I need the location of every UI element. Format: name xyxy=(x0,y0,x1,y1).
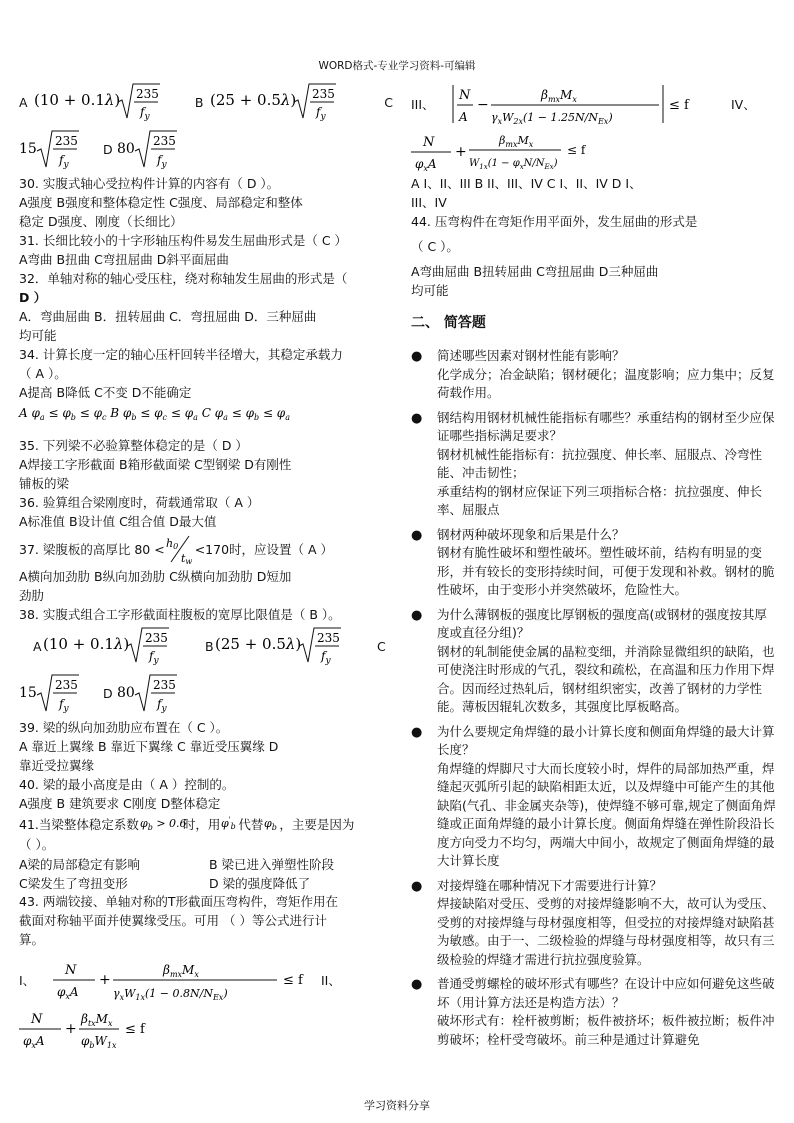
qa-answer: 钢材有脆性破坏和塑性破坏。塑性破坏前，结构有明显的变形，并有较长的变形持续时间，可便于发现和补救。钢材的脆性破坏，由于变形小并突然破坏，危险性大。 xyxy=(437,545,775,597)
bullet-icon: ● xyxy=(411,977,423,992)
right-column xyxy=(411,80,777,1049)
question-39: 39. 梁的纵向加劲肋应布置在（ C ）。 xyxy=(19,720,229,735)
svg-text:h0: h0 xyxy=(165,537,178,551)
q41-options-row1: A梁的局部稳定有影响 B 梁已进入弹塑性阶段 xyxy=(19,856,335,872)
question-41: 41.当梁整体稳定系数 $\varphi_b > 0.6$ 时，用 $\varphi'_b$ 代替 $\varphi_b$ ，主要是因为 xyxy=(19,816,355,832)
option-label: A xyxy=(19,94,28,110)
qa-question: 钢结构用钢材机械性能指标有哪些？承重结构的钢材至少应保证哪些指标满足要求？ xyxy=(437,409,775,443)
svg-text:φb > 0.6: $\varphi_b > 0.6$ xyxy=(139,817,187,832)
svg-text:tw: tw xyxy=(180,552,192,566)
q41-answer: （ ）。 xyxy=(19,837,55,852)
svg-text:φb: $\varphi_b$ xyxy=(264,817,278,832)
page-footer: 学习资料分享 xyxy=(364,1099,430,1112)
formula-b-2 xyxy=(213,624,343,668)
svg-text:βmxMx: $\beta_{mx}M_x$ xyxy=(499,134,534,149)
formula-row-ab-2 xyxy=(19,624,393,668)
svg-text:235: 235 xyxy=(153,678,176,692)
svg-text:235: 235 xyxy=(312,87,336,101)
svg-text:(10 + 0.1λ): (10 + 0.1λ) xyxy=(34,91,121,109)
bullet-icon: ● xyxy=(411,724,423,740)
q32-answer: D ） xyxy=(19,290,47,305)
qa-question: 为什么要规定角焊缝的最小计算长度和侧面角焊缝的最大计算长度？ xyxy=(437,723,775,757)
svg-text:(25 + 0.5λ): (25 + 0.5λ) xyxy=(215,635,302,653)
qa-item xyxy=(411,877,777,970)
q36-options: A标准值 B设计值 C组合值 D最大值 xyxy=(19,514,217,529)
question-32: 32．单轴对称的轴心受压柱，绕对称轴发生屈曲的形式是（ xyxy=(19,271,348,286)
question-37: 37. 梁腹板的高厚比 80 < h0 tw <170时，应设置（ A ） xyxy=(19,531,393,567)
svg-text:N: N xyxy=(31,1012,43,1027)
formula-i-row: I、 N $\varphi_xA$ + $\beta_{mx}M_x$ $\gamma_xW_{1x}(1 - 0.8N/N_{Ex})$ ≤ f II、 xyxy=(19,955,393,1005)
question-40: 40. 梁的最小高度是由（ A ）控制的。 xyxy=(19,777,235,792)
q43-options: A I、II、III B II、III、IV C I、II、IV D I、 xyxy=(411,176,642,191)
qa-answer: 焊接缺陷对受压、受剪的对接焊缝影响不大，故可认为受压、受剪的对接焊缝与母材强度相等，但受拉的对接焊缝对缺陷甚为敏感。由于一、二级检验的焊缝与母材强度相等，故只有三级检验的焊缝才需进行抗拉强度验算。 xyxy=(437,896,775,967)
svg-text:+: + xyxy=(99,972,111,988)
bullet-icon: ● xyxy=(411,527,423,543)
q32-options-cont: 均可能 xyxy=(19,328,57,343)
question-43-cont2: 算。 xyxy=(19,932,45,947)
hw-ratio-formula xyxy=(165,532,195,566)
svg-text:βtxMx: $\beta_{tx}M_x$ xyxy=(81,1012,113,1028)
q44-options: A弯曲屈曲 B扭转屈曲 C弯扭屈曲 D三种屈曲 xyxy=(411,264,659,279)
option-label: A xyxy=(33,638,42,654)
bullet-icon: ● xyxy=(411,410,423,426)
svg-text:−: − xyxy=(477,97,489,113)
formula-a-2 xyxy=(41,624,171,668)
svg-text:235: 235 xyxy=(136,87,160,101)
svg-text:fy: $f_y$ xyxy=(140,105,150,122)
formula-b xyxy=(208,80,338,124)
svg-text:≤ f: ≤ f xyxy=(125,1022,145,1037)
q39-options-cont: 靠近受拉翼缘 xyxy=(19,758,95,773)
phi-b-prime xyxy=(220,814,238,834)
q44-options-cont: 均可能 xyxy=(411,283,449,298)
stability-formula-row xyxy=(19,402,393,424)
svg-text:fy: $f_y$ xyxy=(321,649,331,666)
q30-options-cont: 稳定 D强度、刚度（长细比） xyxy=(19,214,183,229)
question-38: 38. 实腹式组合工字形截面柱腹板的宽厚比限值是（ B ）。 xyxy=(19,607,341,622)
qa-item xyxy=(411,606,777,717)
svg-text:fy: $f_y$ xyxy=(157,153,167,170)
q30-options: A强度 B强度和整体稳定性 C强度、局部稳定和整体 xyxy=(19,195,303,210)
svg-text:βmxMx: $\beta_{mx}M_x$ xyxy=(163,963,199,979)
svg-text:fy: $f_y$ xyxy=(59,153,69,170)
question-30: 30. 实腹式轴心受拉构件计算的内容有（ D ）。 xyxy=(19,176,280,191)
bullet-icon: ● xyxy=(411,878,423,894)
q34-options: A提高 B降低 C不变 D不能确定 xyxy=(19,385,192,400)
formula-a xyxy=(32,80,162,124)
svg-text:≤ f: ≤ f xyxy=(669,98,689,113)
qa-answer: 角焊缝的焊脚尺寸大而长度较小时，焊件的局部加热严重，焊缝起灭弧所引起的缺陷相距太近，以及焊缝中可能产生的其他缺陷(气孔、非金属夹杂等)，使焊缝不够可靠,规定了侧面角焊缝或正面角焊缝的最小计算长度。侧面角焊缝在弹性阶段沿长度方向受力不均匀，两端大中间小，故规定了侧面角焊缝的最大计算长度 xyxy=(437,760,776,868)
option-label: B xyxy=(205,638,214,654)
q39-options: A 靠近上翼缘 B 靠近下翼缘 C 靠近受压翼缘 D xyxy=(19,739,279,754)
svg-text:γxW2x(1 − 1.25N/NEx): $\gamma_xW_{2x}(1 - 1.25N/N_{Ex})$ xyxy=(491,111,613,126)
qa-answer: 钢材的轧制能使金属的晶粒变细，并消除显微组织的缺陷，也可使浇注时形成的气孔，裂纹和疏松，在高温和压力作用下焊合。因而经过热轧后，钢材组织密实，改善了钢材的力学性能。薄板因辊轧次数多，其强度比厚板略高。 xyxy=(437,643,775,714)
svg-text:fy: $f_y$ xyxy=(149,649,159,666)
bullet-icon: ● xyxy=(411,607,423,623)
svg-text:(25 + 0.5λ): (25 + 0.5λ) xyxy=(210,91,297,109)
q44-answer: （ C ）。 xyxy=(411,239,459,254)
formula-d xyxy=(117,125,183,173)
left-column xyxy=(19,80,393,1053)
svg-text:N: N xyxy=(423,135,435,150)
formula-ii xyxy=(19,1005,159,1053)
option-label: D xyxy=(103,141,113,157)
q35-options-cont: 铺板的梁 xyxy=(19,476,70,491)
svg-text:φxA: $\varphi_xA$ xyxy=(23,1034,45,1050)
svg-text:A φa ≤ φb ≤ φc B φb ≤ φc ≤ φa: A $\varphi_a \le \varphi_b \le \varphi_c$ B $\varphi_b \le \varphi_c \le \varphi_a$ C $\varphi_a \le \varphi_b \le \varphi_a$ xyxy=(19,406,290,422)
q37-options: A横向加劲肋 B纵向加劲肋 C纵横向加劲肋 D短加 xyxy=(19,569,292,584)
bullet-icon: ● xyxy=(411,349,423,364)
formula-iii-row: III、 N A − $\beta_{mx}M_x$ $\gamma_xW_{2x}(1 - 1.25N/N_{Ex})$ ≤ f IV、 xyxy=(411,80,777,128)
question-43: 43. 两端铰接、单轴对称的T形截面压弯构件，弯矩作用在 xyxy=(19,894,338,909)
svg-text:γxW1x(1 − 0.8N/NEx): $\gamma_xW_{1x}(1 - 0.8N/N_{Ex})$ xyxy=(113,987,228,1002)
qa-answer-cont: 承重结构的钢材应保证下列三项指标合格：抗拉强度、伸长率、屈服点 xyxy=(437,483,763,517)
svg-text:N: N xyxy=(459,88,471,103)
option-label: C xyxy=(384,94,393,110)
svg-text:fy: $f_y$ xyxy=(157,697,167,714)
svg-text:235: 235 xyxy=(55,678,78,692)
qa-item xyxy=(411,975,777,1049)
q43-options-cont: III、IV xyxy=(411,195,447,210)
formula-iv xyxy=(411,128,591,174)
qa-answer: 破坏形式有：栓杆被剪断；板件被挤坏；板件被拉断；板件冲剪破坏；栓杆受弯破坏。前三种是通过计算避免 xyxy=(437,1013,775,1047)
svg-text:φ'b: $\varphi'_b$ xyxy=(221,816,237,831)
svg-text:≤ f: ≤ f xyxy=(283,973,303,988)
svg-text:N: N xyxy=(65,963,77,978)
svg-text:φxA: $\varphi_xA$ xyxy=(57,985,79,1001)
q34-answer: （ A ）。 xyxy=(19,366,67,381)
svg-text:fy: $f_y$ xyxy=(59,697,69,714)
question-36: 36. 验算组合梁刚度时，荷载通常取（ A ） xyxy=(19,495,260,510)
svg-text:(10 + 0.1λ): (10 + 0.1λ) xyxy=(43,635,130,653)
qa-question: 普通受剪螺栓的破坏形式有哪些？在设计中应如何避免这些破坏（用计算方法还是构造方法）？ xyxy=(437,976,775,1010)
formula-row-cd xyxy=(19,124,393,174)
formula-d-2 xyxy=(117,669,183,717)
formula-row-cd-2 xyxy=(19,668,393,718)
svg-text:235: 235 xyxy=(145,631,168,645)
question-35: 35. 下列梁不必验算整体稳定的是（ D ） xyxy=(19,438,248,453)
svg-text:+: + xyxy=(65,1021,77,1037)
svg-text:80: 80 xyxy=(117,685,135,701)
option-label: C xyxy=(377,638,386,654)
svg-text:φxA: $\varphi_xA$ xyxy=(415,157,437,173)
q32-options: A．弯曲屈曲 B．扭转屈曲 C．弯扭屈曲 D．三种屈曲 xyxy=(19,309,317,324)
q40-options: A强度 B 建筑要求 C刚度 D整体稳定 xyxy=(19,796,221,811)
phi-b xyxy=(263,814,279,834)
question-43-cont: 截面对称轴平面并使翼缘受压。可用 （ ）等公式进行计 xyxy=(19,913,327,928)
svg-text:φbW1x: $\varphi_bW_{1x}$ xyxy=(81,1034,117,1050)
qa-question: 简述哪些因素对钢材性能有影响？ xyxy=(437,348,625,363)
section-title: 二、 简答题 xyxy=(411,315,486,331)
svg-text:W1x(1 − φxN/NEx): $W_{1x}(1 - \varphi_xN/N_{Ex})$ xyxy=(469,158,558,171)
q35-options: A焊接工字形截面 B箱形截面梁 C型钢梁 D有刚性 xyxy=(19,457,292,472)
q31-options: A弯曲 B扭曲 C弯扭屈曲 D斜平面屈曲 xyxy=(19,252,229,267)
qa-question: 为什么薄钢板的强度比厚钢板的强度高(或钢材的强度按其厚度或直径分组)？ xyxy=(437,606,767,640)
qa-question: 钢材两种破坏现象和后果是什么？ xyxy=(437,526,625,542)
svg-text:+: + xyxy=(455,144,467,160)
q37-options-cont: 劲肋 xyxy=(19,588,45,603)
svg-text:235: 235 xyxy=(55,134,78,148)
svg-text:fy: $f_y$ xyxy=(316,105,326,122)
page-header: WORD格式-专业学习资料-可编辑 xyxy=(318,60,476,72)
svg-text:≤ f: ≤ f xyxy=(567,143,586,157)
qa-item xyxy=(411,347,777,403)
option-label: B xyxy=(194,94,204,110)
formula-row-ab xyxy=(19,80,393,124)
formula-i xyxy=(51,956,301,1004)
formula-c xyxy=(19,125,85,173)
svg-text:235: 235 xyxy=(153,134,176,148)
phi-b-condition xyxy=(139,814,187,834)
qa-question: 对接焊缝在哪种情况下才需要进行计算？ xyxy=(437,877,663,893)
q41-options-row2: C梁发生了弯扭变形 D 梁的强度降低了 xyxy=(19,875,311,891)
svg-text:235: 235 xyxy=(317,631,340,645)
qa-item xyxy=(411,526,777,600)
question-34: 34. 计算长度一定的轴心压杆回转半径增大，其稳定承载力 xyxy=(19,347,343,362)
option-label: D xyxy=(103,685,113,701)
qa-answer: 化学成分；冶金缺陷；钢材硬化；温度影响；应力集中；反复荷载作用。 xyxy=(437,366,775,400)
qa-item xyxy=(411,409,777,520)
question-31: 31. 长细比较小的十字形轴压构件易发生屈曲形式是（ C ） xyxy=(19,233,348,248)
svg-text:βmxMx: $\beta_{mx}M_x$ xyxy=(541,88,577,104)
qa-answer: 钢材机械性能指标有：抗拉强度、伸长率、屈服点、冷弯性能、冲击韧性； xyxy=(437,446,763,480)
formula-iii xyxy=(451,81,691,127)
svg-text:A: A xyxy=(459,110,468,124)
qa-item xyxy=(411,723,777,871)
svg-text:15: 15 xyxy=(19,141,37,157)
question-44: 44. 压弯构件在弯矩作用平面外，发生屈曲的形式是 xyxy=(411,214,698,229)
formula-c-2 xyxy=(19,669,85,717)
svg-text:15: 15 xyxy=(19,685,37,701)
svg-text:80: 80 xyxy=(117,141,135,157)
